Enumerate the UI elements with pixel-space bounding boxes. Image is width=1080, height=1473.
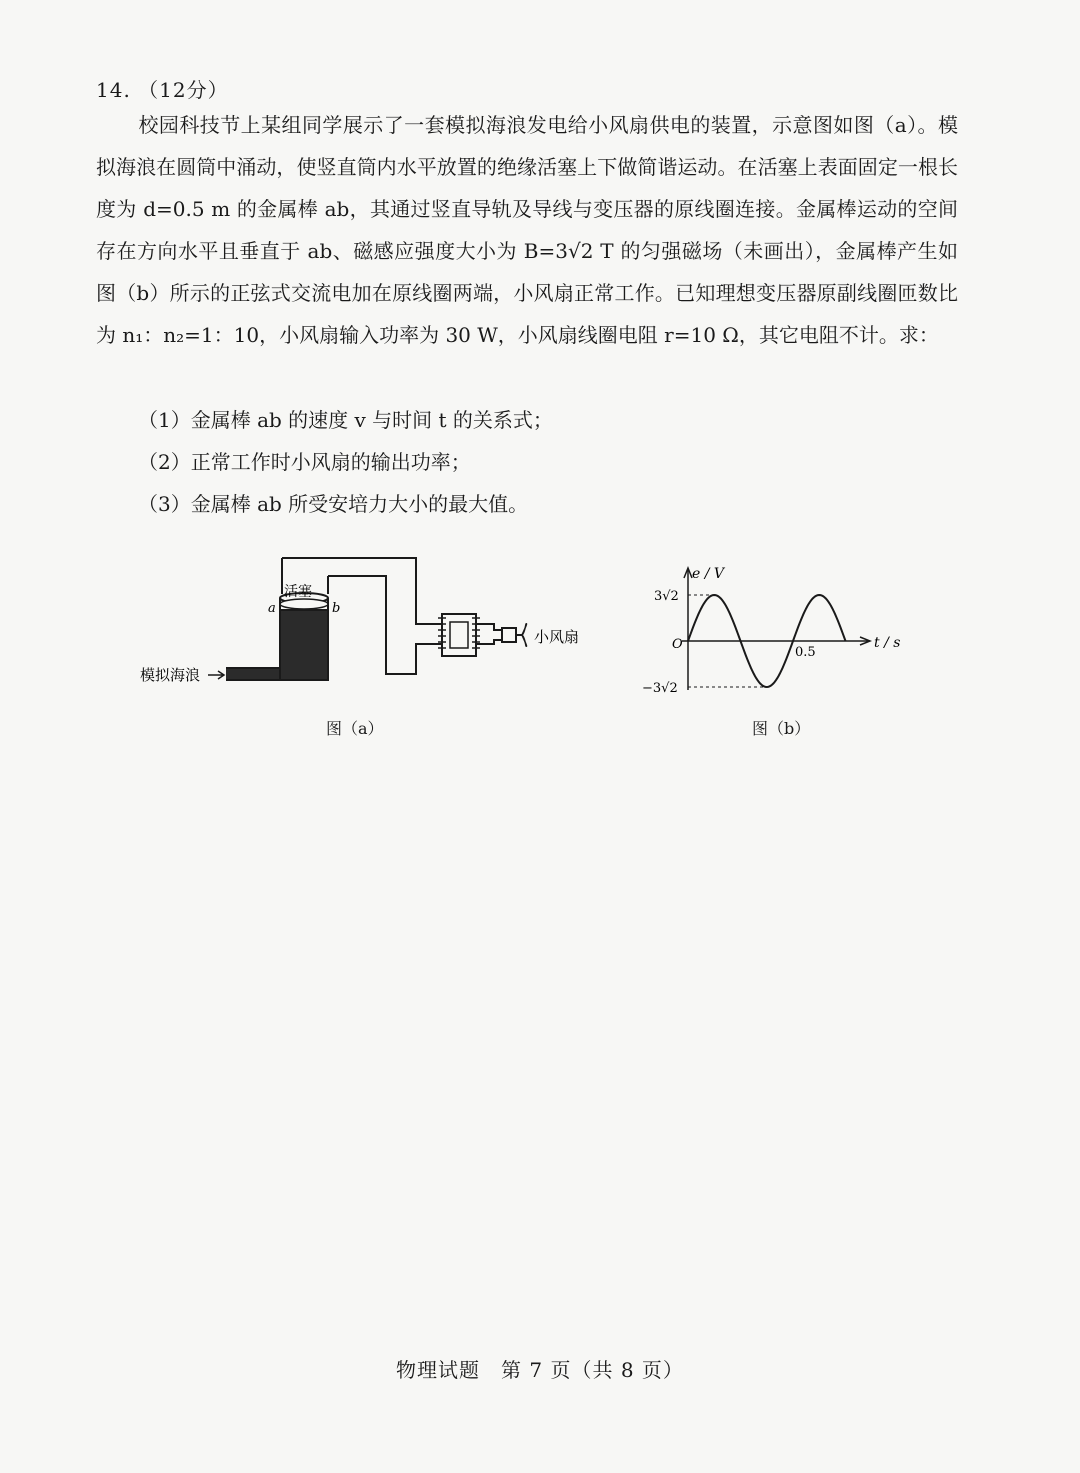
x-tick-label: 0.5 [795, 645, 816, 660]
x-axis-label: t / s [874, 635, 901, 651]
question-number: 14. [96, 78, 131, 102]
sub-question-2: （2）正常工作时小风扇的输出功率； [138, 450, 471, 474]
fan-icon [502, 624, 527, 647]
question-stem [96, 104, 958, 356]
rod-end-b-label: b [332, 601, 341, 616]
sub-question-3: （3）金属棒 ab 所受安培力大小的最大值。 [138, 492, 529, 516]
wire-secondary-top [476, 624, 502, 630]
question-paragraph: 校园科技节上某组同学展示了一套模拟海浪发电给小风扇供电的装置，示意图如图（a）。模拟海浪在圆筒中涌动，使竖直筒内水平放置的绝缘活塞上下做简谐运动。在活塞上表面固定一根长度为 d=0.5 m 的金属棒 ab，其通过竖直导轨及导线与变压器的原线圈连接。金属棒运动的空间存在方向水平且垂直于 ab、磁感应强度大小为 B=3√2 T 的匀强磁场（未画出），金属棒产生如图（b）所示的正弦式交流电加在原线圈两端，小风扇正常工作。已知理想变压器原副线圈匝数比为 n₁：n₂=1：10，小风扇输入功率为 30 W，小风扇线圈电阻 r=10 Ω，其它电阻不计。求： [96, 113, 958, 347]
figure-b-caption: 图（b） [752, 719, 811, 738]
fan-label: 小风扇 [534, 628, 580, 646]
y-max-tick-label: 3√2 [654, 589, 679, 604]
inlet-pipe [226, 668, 280, 680]
cylinder-water [280, 610, 328, 680]
figure-a-apparatus [130, 548, 610, 698]
piston-label: 活塞 [284, 584, 312, 600]
wave-arrow-icon [208, 671, 224, 679]
question-score: （12分） [138, 78, 229, 102]
figure-b-chart [632, 562, 912, 702]
rod-end-a-label: a [268, 601, 276, 616]
transformer [438, 614, 480, 656]
y-axis-label: e / V [692, 566, 725, 582]
figure-a-caption: 图（a） [326, 719, 384, 738]
wave-label: 模拟海浪 [140, 666, 201, 684]
y-min-tick-label: −3√2 [642, 681, 678, 696]
question-header [96, 74, 229, 103]
sub-question-1: （1）金属棒 ab 的速度 v 与时间 t 的关系式； [138, 408, 553, 432]
page-footer: 物理试题 第 7 页（共 8 页） [396, 1358, 684, 1382]
origin-label: O [672, 637, 683, 652]
